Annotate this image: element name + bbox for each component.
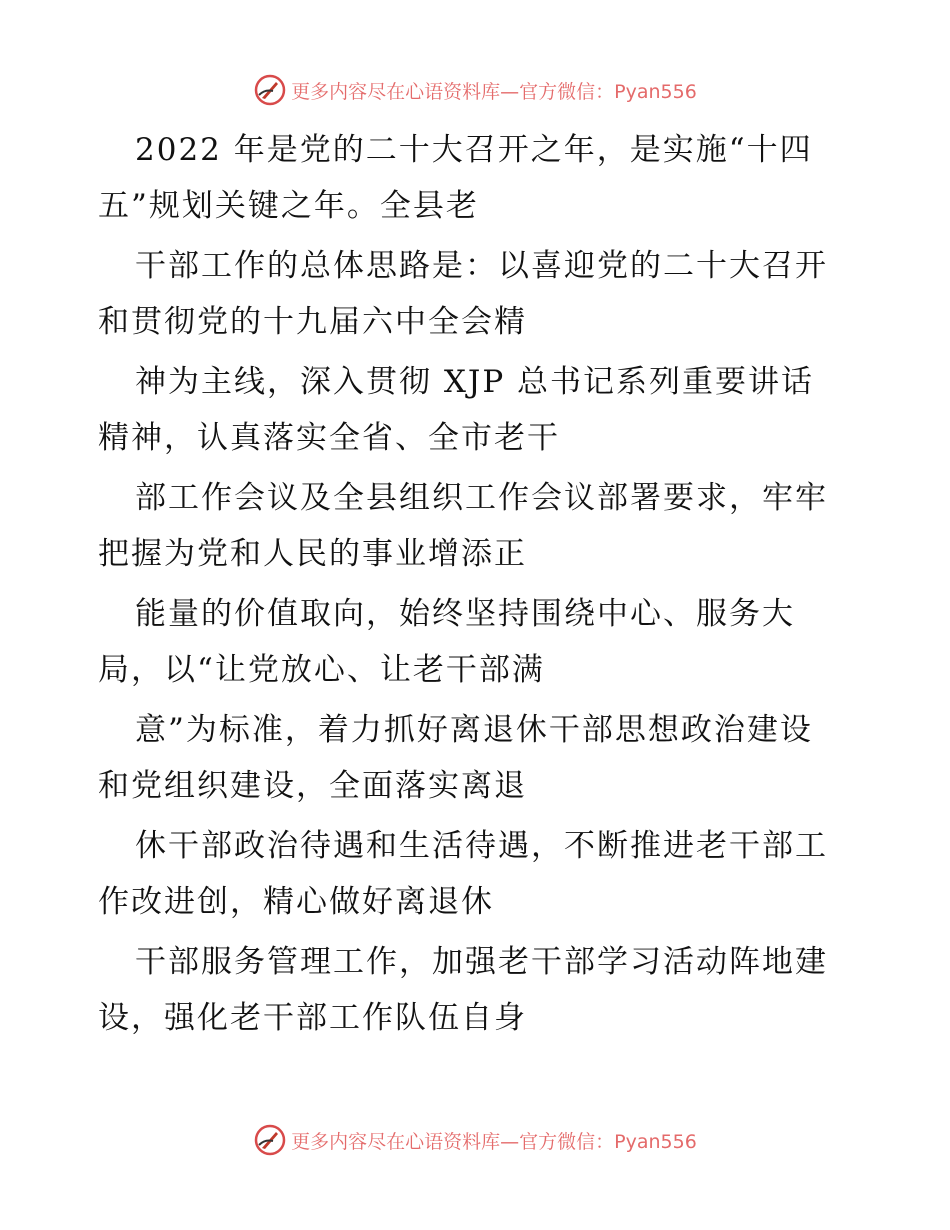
body-line: 精神，认真落实全省、全市老干 [98, 420, 560, 456]
watermark-library-text: 更多内容尽在心语资料库 [291, 1130, 501, 1153]
watermark-separator: — [500, 1130, 520, 1153]
body-line: 神为主线，深入贯彻 XJP 总书记系列重要讲话 [135, 364, 815, 400]
header-watermark [0, 72, 950, 108]
body-line: 和党组织建设，全面落实离退 [98, 768, 527, 804]
body-line: 部工作会议及全县组织工作会议部署要求，牢牢 [135, 480, 828, 516]
body-line: 休干部政治待遇和生活待遇，不断推进老干部工 [135, 828, 828, 864]
body-line: 设，强化老干部工作队伍自身 [98, 1000, 527, 1036]
body-line: 把握为党和人民的事业增添正 [98, 536, 527, 572]
body-line: 干部工作的总体思路是：以喜迎党的二十大召开 [135, 248, 828, 284]
body-line: 五”规划关键之年。全县老 [98, 188, 479, 224]
watermark-wechat-text: 官方微信：Pyan556 [519, 80, 697, 103]
watermark-separator: — [500, 80, 520, 103]
quill-logo-icon [253, 73, 287, 107]
quill-logo-icon [253, 1123, 287, 1157]
watermark-wechat-text: 官方微信：Pyan556 [519, 1130, 697, 1153]
body-line: 和贯彻党的十九届六中全会精 [98, 304, 527, 340]
watermark-library-text: 更多内容尽在心语资料库 [291, 80, 501, 103]
body-line: 2022 年是党的二十大召开之年，是实施“十四 [135, 132, 813, 168]
body-line: 意”为标准，着力抓好离退休干部思想政治建设 [135, 712, 813, 748]
body-line: 能量的价值取向，始终坚持围绕中心、服务大 [135, 596, 795, 632]
body-line: 局，以“让党放心、让老干部满 [98, 652, 545, 688]
footer-watermark [0, 1122, 950, 1158]
body-line: 干部服务管理工作，加强老干部学习活动阵地建 [135, 944, 828, 980]
body-line: 作改进创，精心做好离退休 [98, 884, 494, 920]
